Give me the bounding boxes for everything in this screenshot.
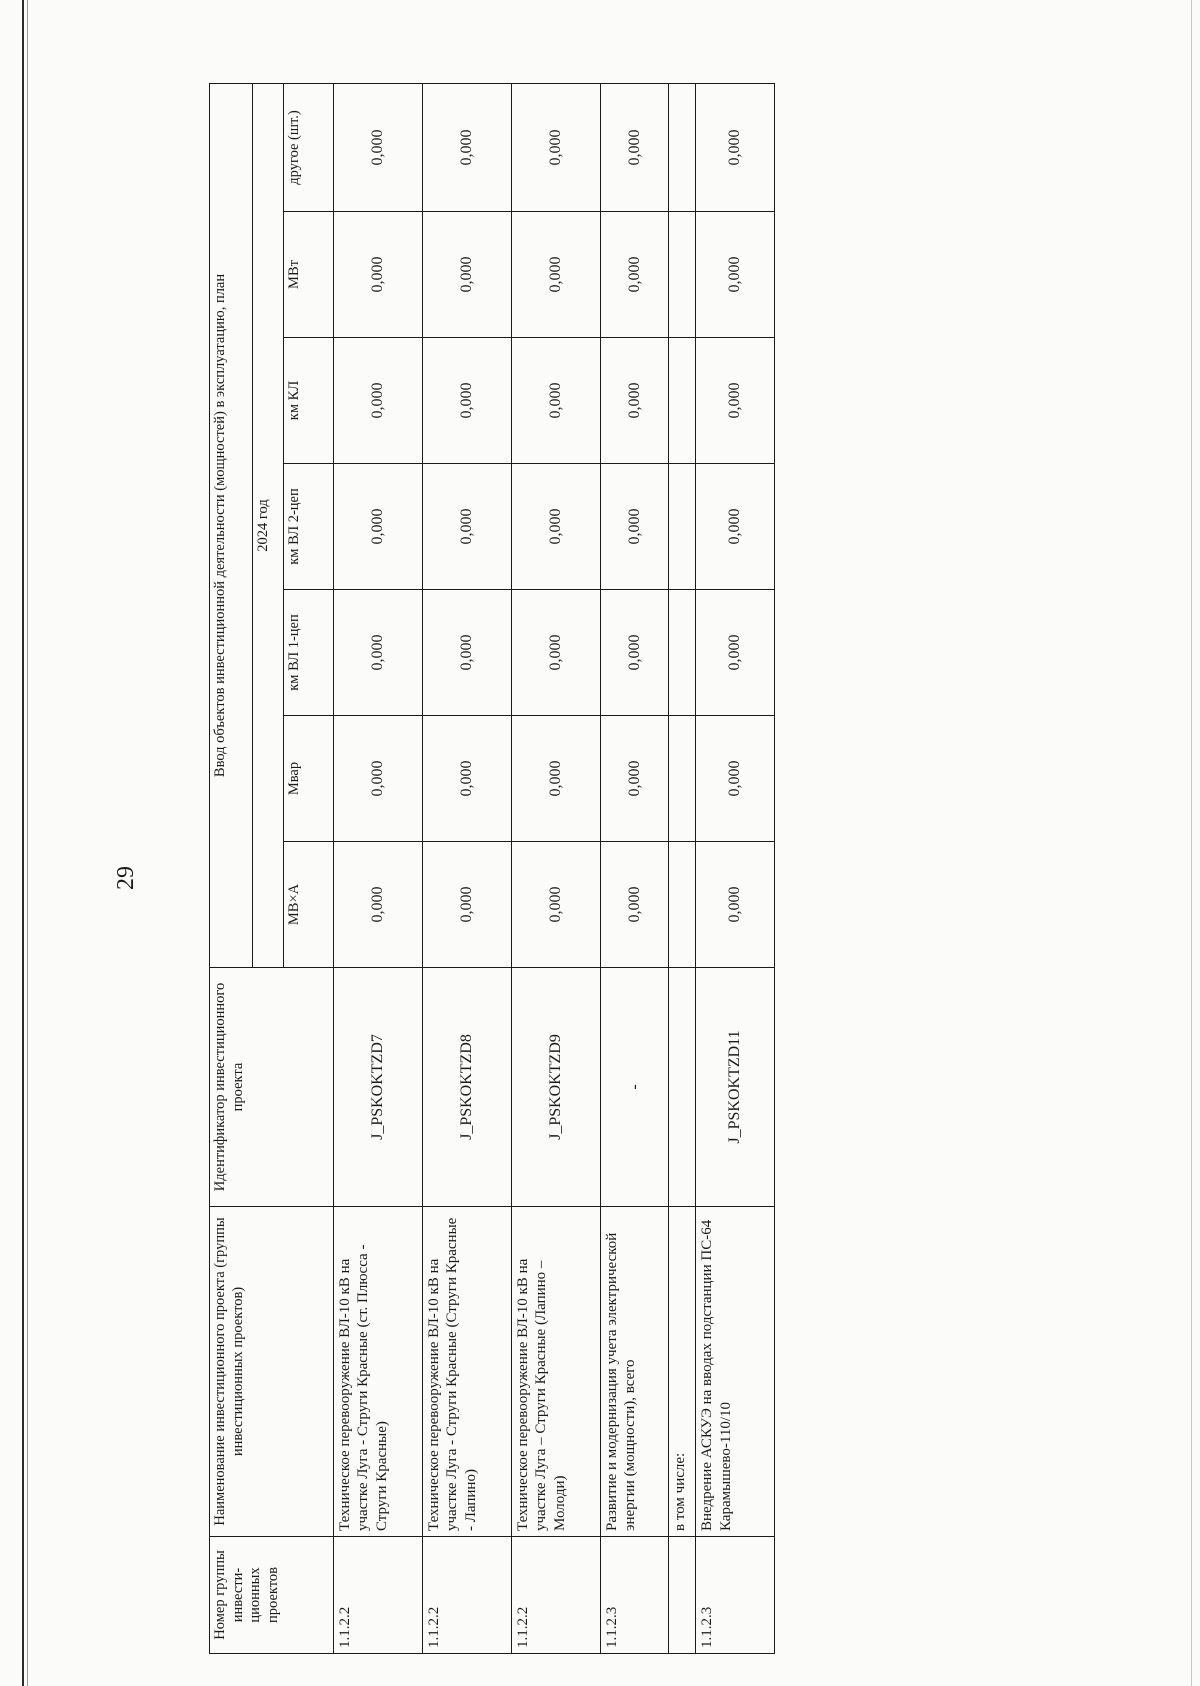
value-cell: 0,000 <box>696 842 775 968</box>
table-row <box>696 83 775 1653</box>
value-cell: 0,000 <box>423 212 512 338</box>
value-cell: 0,000 <box>334 716 423 842</box>
investment-plan-table-rotated <box>209 84 775 1654</box>
value-cell: 0,000 <box>334 338 423 464</box>
group-number-cell: 1.1.2.3 <box>696 1537 775 1654</box>
value-cell <box>669 212 696 338</box>
value-cell: 0,000 <box>601 842 669 968</box>
table-row <box>512 83 601 1653</box>
value-cell <box>669 83 696 211</box>
value-cell: 0,000 <box>696 716 775 842</box>
project-name-cell: Техническое перевооружение ВЛ-10 кВ на участке Луга - Струги Красные (Струги Красные - Лапино) <box>423 1207 512 1537</box>
value-cell: 0,000 <box>423 716 512 842</box>
project-name-cell: Техническое перевооружение ВЛ-10 кВ на участке Луга - Струги Красные (ст. Плюсса - Струги Красные) <box>334 1207 423 1537</box>
value-cell: 0,000 <box>423 338 512 464</box>
header-commissioning-plan: Ввод объектов инвестиционной деятельности (мощностей) в эксплуатацию, план <box>210 83 253 967</box>
value-cell: 0,000 <box>423 842 512 968</box>
value-cell: 0,000 <box>334 590 423 716</box>
page-border-left <box>22 0 24 1686</box>
value-cell: 0,000 <box>601 590 669 716</box>
header-unit-km-vl2: км ВЛ 2-цеп <box>284 464 334 590</box>
value-cell: 0,000 <box>601 464 669 590</box>
value-cell: 0,000 <box>696 464 775 590</box>
header-unit-other: другое (шт.) <box>284 83 334 211</box>
value-cell: 0,000 <box>512 464 601 590</box>
page-border-left-shadow <box>27 0 28 1686</box>
project-id-cell <box>669 968 696 1207</box>
group-number-cell: 1.1.2.2 <box>423 1537 512 1654</box>
value-cell <box>669 464 696 590</box>
value-cell: 0,000 <box>334 464 423 590</box>
value-cell: 0,000 <box>334 212 423 338</box>
value-cell <box>669 590 696 716</box>
header-year: 2024 год <box>253 83 284 967</box>
investment-plan-table <box>209 83 775 1654</box>
value-cell: 0,000 <box>423 464 512 590</box>
project-name-cell: Внедрение АСКУЭ на вводах подстанции ПС-64 Карамышево-110/10 <box>696 1207 775 1537</box>
value-cell: 0,000 <box>512 338 601 464</box>
group-number-cell: 1.1.2.3 <box>601 1537 669 1654</box>
project-name-cell: в том числе: <box>669 1207 696 1537</box>
project-id-cell: J_PSKOKTZD9 <box>512 968 601 1207</box>
group-number-cell: 1.1.2.2 <box>334 1537 423 1654</box>
value-cell: 0,000 <box>512 83 601 211</box>
project-name-cell: Техническое перевооружение ВЛ-10 кВ на участке Луга – Струги Красные (Лапино – Молоди) <box>512 1207 601 1537</box>
value-cell: 0,000 <box>601 716 669 842</box>
value-cell: 0,000 <box>601 212 669 338</box>
value-cell <box>669 338 696 464</box>
value-cell <box>669 842 696 968</box>
project-id-cell: J_PSKOKTZD7 <box>334 968 423 1207</box>
value-cell: 0,000 <box>512 590 601 716</box>
value-cell: 0,000 <box>512 212 601 338</box>
table-row <box>601 83 669 1653</box>
project-id-cell: J_PSKOKTZD11 <box>696 968 775 1207</box>
project-id-cell: J_PSKOKTZD8 <box>423 968 512 1207</box>
value-cell: 0,000 <box>334 83 423 211</box>
table-row <box>423 83 512 1653</box>
header-unit-mvar: Мвар <box>284 716 334 842</box>
value-cell: 0,000 <box>696 338 775 464</box>
value-cell: 0,000 <box>423 83 512 211</box>
group-number-cell: 1.1.2.2 <box>512 1537 601 1654</box>
table-row <box>334 83 423 1653</box>
header-unit-km-kl: км КЛ <box>284 338 334 464</box>
value-cell: 0,000 <box>696 590 775 716</box>
project-name-cell: Развитие и модернизация учета электрической энергии (мощности), всего <box>601 1207 669 1537</box>
header-project-name: Наименование инвестиционного проекта (группы инвестиционных проектов) <box>210 1207 334 1537</box>
value-cell: 0,000 <box>601 338 669 464</box>
header-project-id: Идентификатор инвестиционного проекта <box>210 968 334 1207</box>
header-group-number: Номер группы инвести-ционных проектов <box>210 1537 334 1654</box>
project-id-cell: - <box>601 968 669 1207</box>
value-cell: 0,000 <box>601 83 669 211</box>
value-cell: 0,000 <box>696 83 775 211</box>
value-cell: 0,000 <box>423 590 512 716</box>
value-cell: 0,000 <box>512 716 601 842</box>
value-cell: 0,000 <box>696 212 775 338</box>
group-number-cell <box>669 1537 696 1654</box>
table-row <box>669 83 696 1653</box>
header-unit-mva: МВ×А <box>284 842 334 968</box>
value-cell: 0,000 <box>334 842 423 968</box>
header-unit-km-vl1: км ВЛ 1-цеп <box>284 590 334 716</box>
page-number: 29 <box>112 866 139 890</box>
value-cell <box>669 716 696 842</box>
value-cell: 0,000 <box>512 842 601 968</box>
header-unit-mw: МВт <box>284 212 334 338</box>
page-border-right <box>1191 0 1192 1686</box>
